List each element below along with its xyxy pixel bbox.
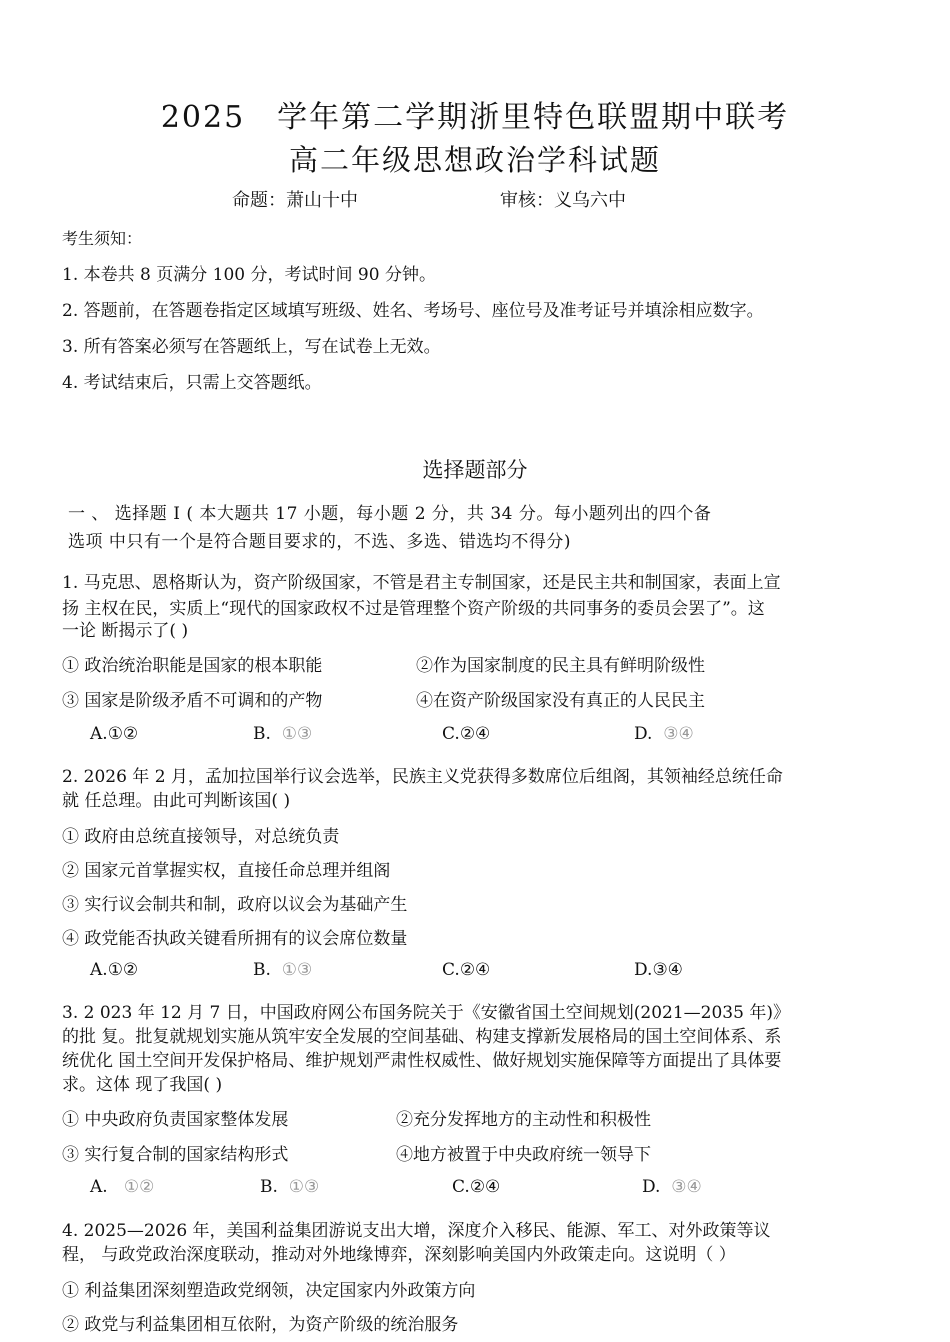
choice-c: C.②④	[452, 1177, 501, 1197]
statement: ③ 实行议会制共和制，政府以议会为基础产生	[62, 895, 408, 915]
notice-heading: 考生须知：	[62, 229, 143, 248]
notice-item: 4. 考试结束后，只需上交答题纸。	[62, 373, 322, 393]
choice-a: A. ①②	[90, 1177, 155, 1197]
question-stem: 4. 2025—2026 年，美国利益集团游说支出大增，深度介入移民、能源、军工、对外政策等议	[62, 1221, 771, 1241]
notice-item: 1. 本卷共 8 页满分 100 分，考试时间 90 分钟。	[62, 265, 436, 285]
question-stem: 程， 与政党政治深度联动，推动对外地缘博弈，深刻影响美国内外政策走向。这说明（ ）	[62, 1245, 736, 1265]
notice-item: 3. 所有答案必须写在答题纸上，写在试卷上无效。	[62, 337, 441, 357]
notice-item: 2. 答题前，在答题卷指定区域填写班级、姓名、考场号、座位号及准考证号并填涂相应数字。	[62, 301, 764, 321]
choice-a: A.①②	[90, 960, 139, 980]
exam-title: 2025 学年第二学期浙里特色联盟期中联考	[160, 100, 790, 135]
question-stem: 就 任总理。由此可判断该国( )	[62, 791, 291, 811]
choice-a: A.①②	[90, 724, 139, 744]
statement: ② 国家元首掌握实权，直接任命总理并组阁	[62, 861, 391, 881]
question-stem: 的批 复。批复就规划实施从筑牢安全发展的空间基础、构建支撑新发展格局的国土空间体系、系	[62, 1027, 782, 1047]
section-title: 选择题部分	[422, 458, 528, 482]
statement: ③ 实行复合制的国家结构形式	[62, 1145, 289, 1165]
statement: ②充分发挥地方的主动性和积极性	[396, 1110, 651, 1130]
author-label: 命题：萧山十中	[232, 190, 358, 211]
choice-c: C.②④	[442, 724, 491, 744]
choice-b: B. ①③	[253, 724, 313, 744]
statement: ④ 政党能否执政关键看所拥有的议会席位数量	[62, 929, 408, 949]
section-instruction: 选项 中只有一个是符合题目要求的，不选、多选、错选均不得分)	[68, 532, 572, 552]
question-stem: 求。这体 现了我国( )	[62, 1075, 223, 1095]
statement: ① 中央政府负责国家整体发展	[62, 1110, 289, 1130]
choice-d: D.③④	[634, 960, 683, 980]
question-stem: 2. 2026 年 2 月，孟加拉国举行议会选举，民族主义党获得多数席位后组阁，其领袖经总统任命	[62, 767, 783, 787]
question-stem: 3. 2 023 年 12 月 7 日，中国政府网公布国务院关于《安徽省国土空间规划(2021—2035 年)》	[62, 1003, 790, 1023]
question-stem: 扬 主权在民，实质上“现代的国家政权不过是管理整个资产阶级的共同事务的委员会罢了”。这	[62, 599, 765, 619]
choice-b: B. ①③	[260, 1177, 320, 1197]
statement: ② 政党与利益集团相互依附，为资产阶级的统治服务	[62, 1315, 459, 1335]
statement: ① 政府由总统直接领导，对总统负责	[62, 827, 340, 847]
choice-d: D. ③④	[642, 1177, 702, 1197]
statement: ④在资产阶级国家没有真正的人民民主	[416, 691, 705, 711]
choice-b: B. ①③	[253, 960, 313, 980]
question-stem: 1. 马克思、恩格斯认为，资产阶级国家，不管是君主专制国家，还是民主共和制国家，表面上宣	[62, 573, 781, 593]
statement: ③ 国家是阶级矛盾不可调和的产物	[62, 691, 323, 711]
question-stem: 一论 断揭示了( )	[62, 621, 189, 641]
statement: ②作为国家制度的民主具有鲜明阶级性	[416, 656, 705, 676]
choice-d: D. ③④	[634, 724, 694, 744]
reviewer-label: 审核：义乌六中	[500, 190, 626, 211]
exam-subtitle: 高二年级思想政治学科试题	[288, 143, 661, 177]
choice-c: C.②④	[442, 960, 491, 980]
question-stem: 统优化 国土空间开发保护格局、维护规划严肃性权威性、做好规划实施保障等方面提出了具体要	[62, 1051, 782, 1071]
statement: ④地方被置于中央政府统一领导下	[396, 1145, 651, 1165]
section-instruction: 一 、 选择题 I ( 本大题共 17 小题，每小题 2 分，共 34 分。每小题列出的四个备	[68, 504, 712, 524]
statement: ① 政治统治职能是国家的根本职能	[62, 656, 323, 676]
statement: ① 利益集团深刻塑造政党纲领，决定国家内外政策方向	[62, 1281, 476, 1301]
